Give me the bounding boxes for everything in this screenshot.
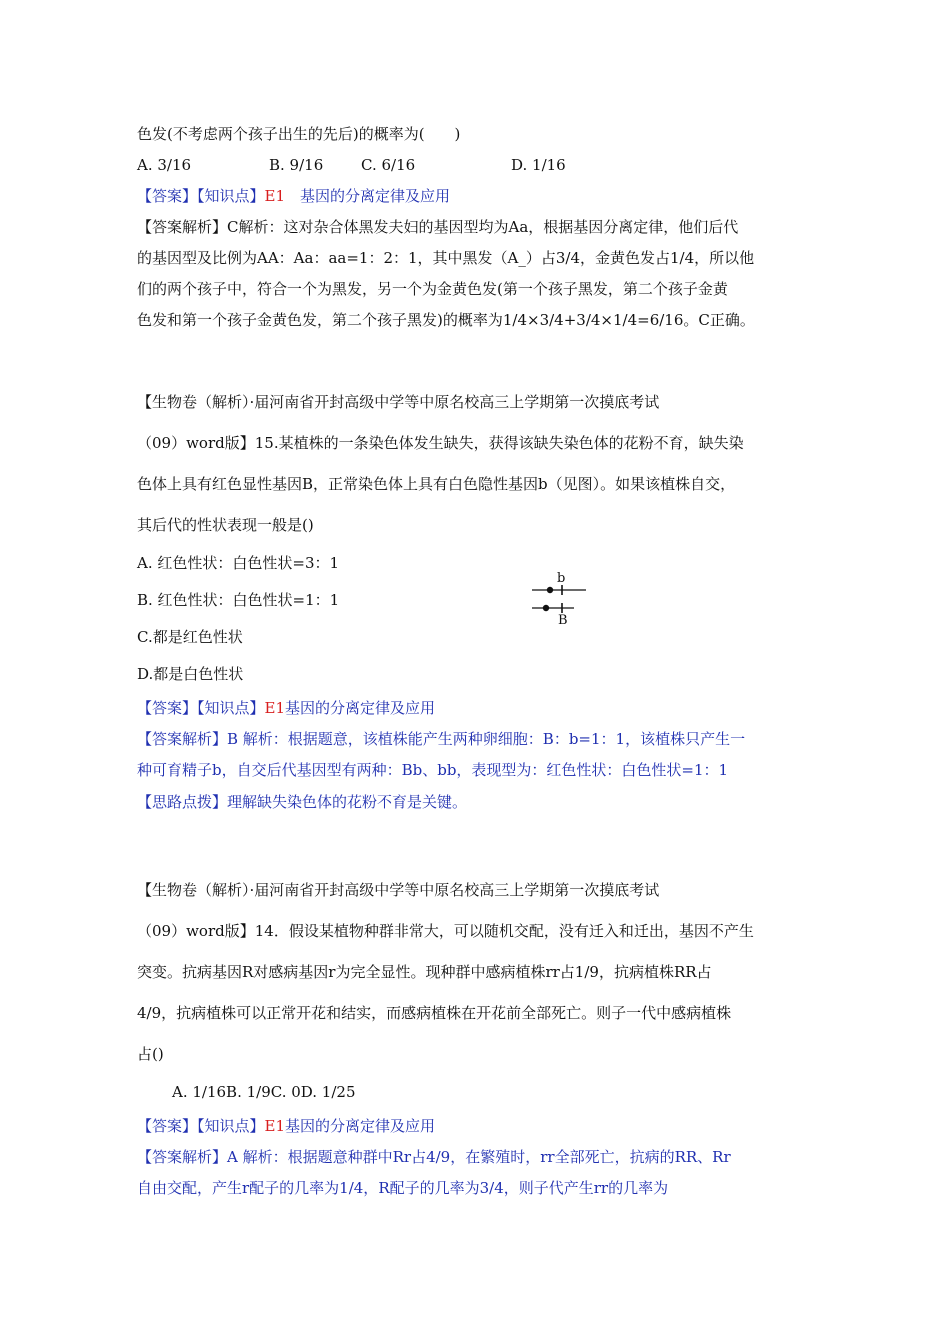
q2-stem-line: 其后代的性状表现一般是() [137, 516, 314, 534]
analysis-text: A 解析：根据题意种群中Rr占4/9，在繁殖时，rr全部死亡，抗病的RR、Rr [227, 1148, 731, 1166]
q2-answer-line [137, 698, 435, 718]
q2-tip-line [137, 792, 467, 812]
knowledge-point: 基因的分离定律及应用 [285, 699, 436, 717]
q3-stem-line: 4/9，抗病植株可以正常开花和结实，而感病植株在开花前全部死亡。则子一代中感病植株 [137, 1004, 732, 1022]
analysis-tag: 【答案解析】 [137, 1148, 228, 1166]
answer-tag: 【答案】【知识点】 [137, 1117, 265, 1135]
q2-analysis-line: 种可育精子b，自交后代基因型有两种：Bb、bb，表现型为：红色性状：白色性状=1：1 [137, 761, 729, 779]
tip-text: 理解缺失染色体的花粉不育是关键。 [227, 793, 468, 811]
q3-stem-line: 【生物卷（解析）·届河南省开封高级中学等中原名校高三上学期第一次摸底考试 [137, 881, 660, 899]
q2-option-c: C.都是红色性状 [137, 628, 243, 646]
centromere [543, 605, 549, 611]
q2-stem-line: （09）word版】15.某植株的一条染色体发生缺失，获得该缺失染色体的花粉不育，缺失染 [137, 434, 744, 452]
chromosome-diagram [528, 568, 590, 628]
option-d: D. 1/16 [511, 156, 566, 174]
q3-stem-line: 占() [137, 1045, 164, 1063]
q1-analysis-line: 的基因型及比例为AA：Aa：aa=1：2：1，其中黑发（A_）占3/4，金黄色发占1/4，所以他 [137, 249, 755, 267]
q2-option-b: B. 红色性状：白色性状=1：1 [137, 591, 340, 609]
answer-tag: 【答案】【知识点】 [137, 187, 265, 205]
answer-tag: 【答案】【知识点】 [137, 699, 265, 717]
analysis-text: C解析：这对杂合体黑发夫妇的基因型均为Aa，根据基因分离定律，他们后代 [227, 218, 739, 236]
q3-analysis-line [137, 1147, 815, 1167]
q2-analysis-line [137, 729, 815, 749]
analysis-tag: 【答案解析】 [137, 730, 228, 748]
q1-stem-line: 色发(不考虑两个孩子出生的先后)的概率为( ) [137, 125, 461, 143]
analysis-tag: 【答案解析】 [137, 218, 228, 236]
q2-stem-line: 【生物卷（解析）·届河南省开封高级中学等中原名校高三上学期第一次摸底考试 [137, 393, 660, 411]
q3-answer-line [137, 1116, 435, 1136]
option-b: B. 9/16 [269, 156, 324, 174]
q3-options: A. 1/16B. 1/9C. 0D. 1/25 [172, 1083, 356, 1101]
option-a: A. 3/16 [137, 156, 192, 174]
q2-option-d: D.都是白色性状 [137, 665, 244, 683]
q1-analysis-line [137, 217, 815, 237]
tip-tag: 【思路点拨】 [137, 793, 228, 811]
q3-stem-line: 突变。抗病基因R对感病基因r为完全显性。现种群中感病植株rr占1/9，抗病植株RR占 [137, 963, 712, 981]
q1-analysis-line: 色发和第一个孩子金黄色发，第二个孩子黑发)的概率为1/4×3/4+3/4×1/4=6/16。C正确。 [137, 311, 755, 329]
q2-stem-line: 色体上具有红色显性基因B，正常染色体上具有白色隐性基因b（见图）。如果该植株自交， [137, 475, 736, 493]
knowledge-point: 基因的分离定律及应用 [285, 1117, 436, 1135]
knowledge-point: 基因的分离定律及应用 [285, 187, 451, 205]
knowledge-code: E1 [264, 1117, 286, 1135]
q3-analysis-line: 自由交配，产生r配子的几率为1/4，R配子的几率为3/4，则子代产生rr的几率为 [137, 1179, 669, 1197]
knowledge-code: E1 [264, 187, 286, 205]
centromere [547, 587, 553, 593]
q1-options [137, 155, 566, 175]
q1-answer-line [137, 186, 450, 206]
q1-analysis-line: 们的两个孩子中，符合一个为黑发，另一个为金黄色发(第一个孩子黑发，第二个孩子金黄 [137, 280, 728, 298]
label-B-upper: B [558, 613, 568, 628]
knowledge-code: E1 [264, 699, 286, 717]
q2-option-a: A. 红色性状：白色性状=3：1 [137, 554, 340, 572]
analysis-text: B 解析：根据题意，该植株能产生两种卵细胞：B：b=1：1，该植株只产生一 [227, 730, 746, 748]
option-c: C. 6/16 [361, 156, 416, 174]
q3-stem-line: （09）word版】14．假设某植物种群非常大，可以随机交配，没有迁入和迁出，基因不产生 [137, 922, 754, 940]
label-b-lower: b [557, 571, 566, 586]
